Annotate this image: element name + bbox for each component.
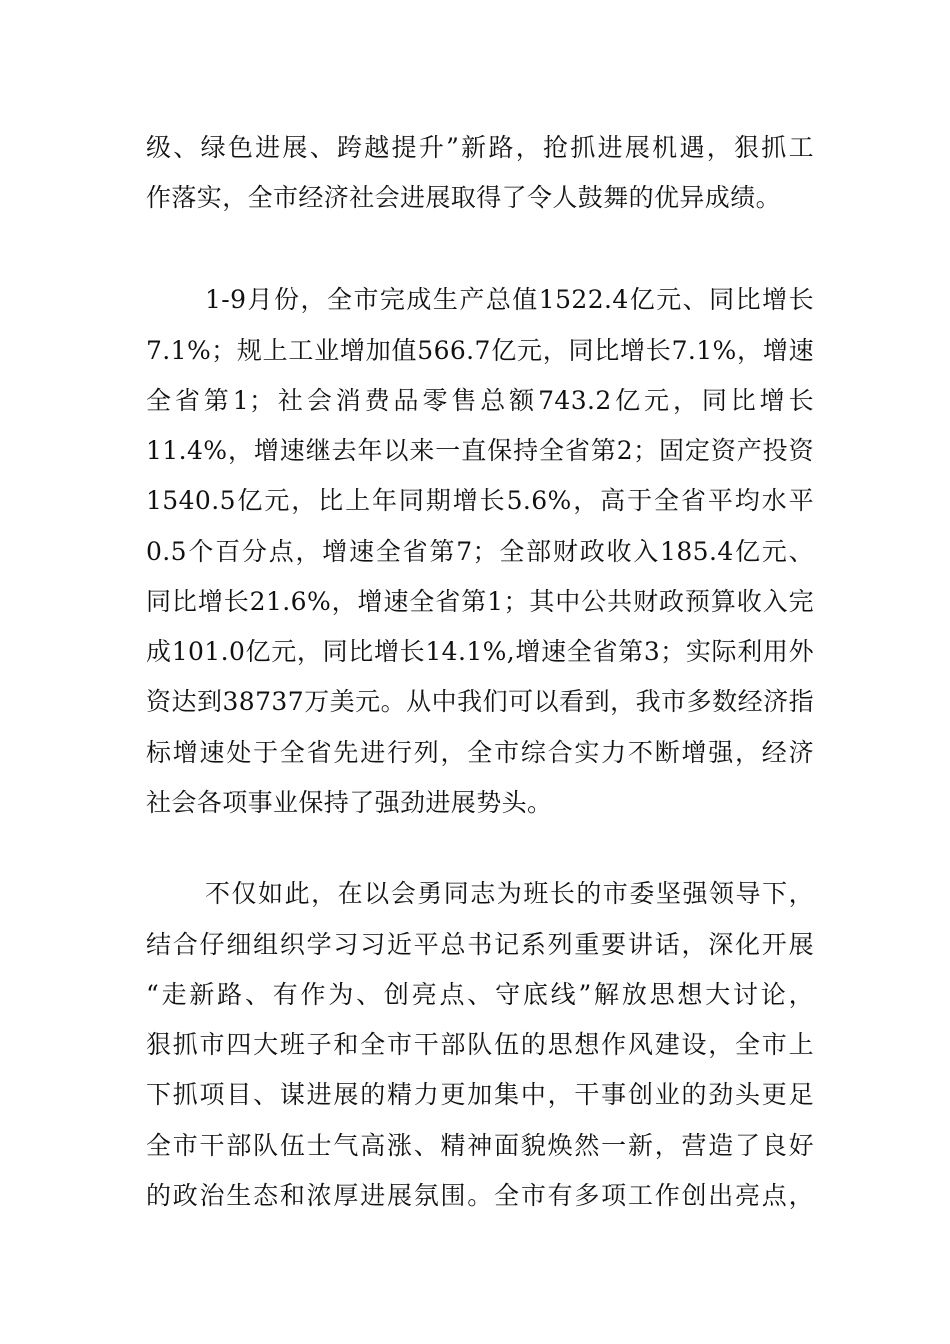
paragraph-2-line-5: 1540.5亿元，比上年同期增长5.6%，高于全省平均水平: [146, 486, 814, 515]
paragraph-3-line-5: 下抓项目、谋进展的精力更加集中，干事创业的劲头更足: [146, 1080, 814, 1109]
paragraph-2-line-1: 1-9月份，全市完成生产总值1522.4亿元、同比增长: [205, 285, 814, 314]
paragraph-2-line-11: 社会各项事业保持了强劲进展势头。: [146, 788, 553, 817]
paragraph-2-line-4: 11.4%，增速继去年以来一直保持全省第2；固定资产投资: [146, 436, 814, 465]
paragraph-3-line-3: “走新路、有作为、创亮点、守底线”解放思想大讨论，: [146, 980, 814, 1009]
paragraph-2-line-10: 标增速处于全省先进行列，全市综合实力不断增强，经济: [146, 738, 814, 767]
paragraph-2-line-6: 0.5个百分点，增速全省第7；全部财政收入185.4亿元、: [146, 537, 814, 566]
paragraph-2-line-7: 同比增长21.6%，增速全省第1；其中公共财政预算收入完: [146, 587, 814, 616]
paragraph-3-line-4: 狠抓市四大班子和全市干部队伍的思想作风建设，全市上: [146, 1030, 814, 1059]
paragraph-2-line-3: 全省第1；社会消费品零售总额743.2亿元，同比增长: [146, 386, 814, 415]
paragraph-1-line-1: 级、绿色进展、跨越提升”新路，抢抓进展机遇，狠抓工: [146, 133, 814, 162]
paragraph-3-line-6: 全市干部队伍士气高涨、精神面貌焕然一新，营造了良好: [146, 1131, 814, 1160]
paragraph-2-line-9: 资达到38737万美元。从中我们可以看到，我市多数经济指: [146, 687, 814, 716]
paragraph-1-line-2: 作落实，全市经济社会进展取得了令人鼓舞的优异成绩。: [146, 183, 782, 212]
paragraph-3-line-2: 结合仔细组织学习习近平总书记系列重要讲话，深化开展: [146, 930, 814, 959]
paragraph-2-line-2: 7.1%；规上工业增加值566.7亿元，同比增长7.1%，增速: [146, 336, 814, 365]
paragraph-3-line-7: 的政治生态和浓厚进展氛围。全市有多项工作创出亮点，: [146, 1181, 814, 1210]
paragraph-3-line-1: 不仅如此，在以会勇同志为班长的市委坚强领导下，: [205, 879, 814, 908]
paragraph-2-line-8: 成101.0亿元，同比增长14.1%,增速全省第3；实际利用外: [146, 637, 814, 666]
